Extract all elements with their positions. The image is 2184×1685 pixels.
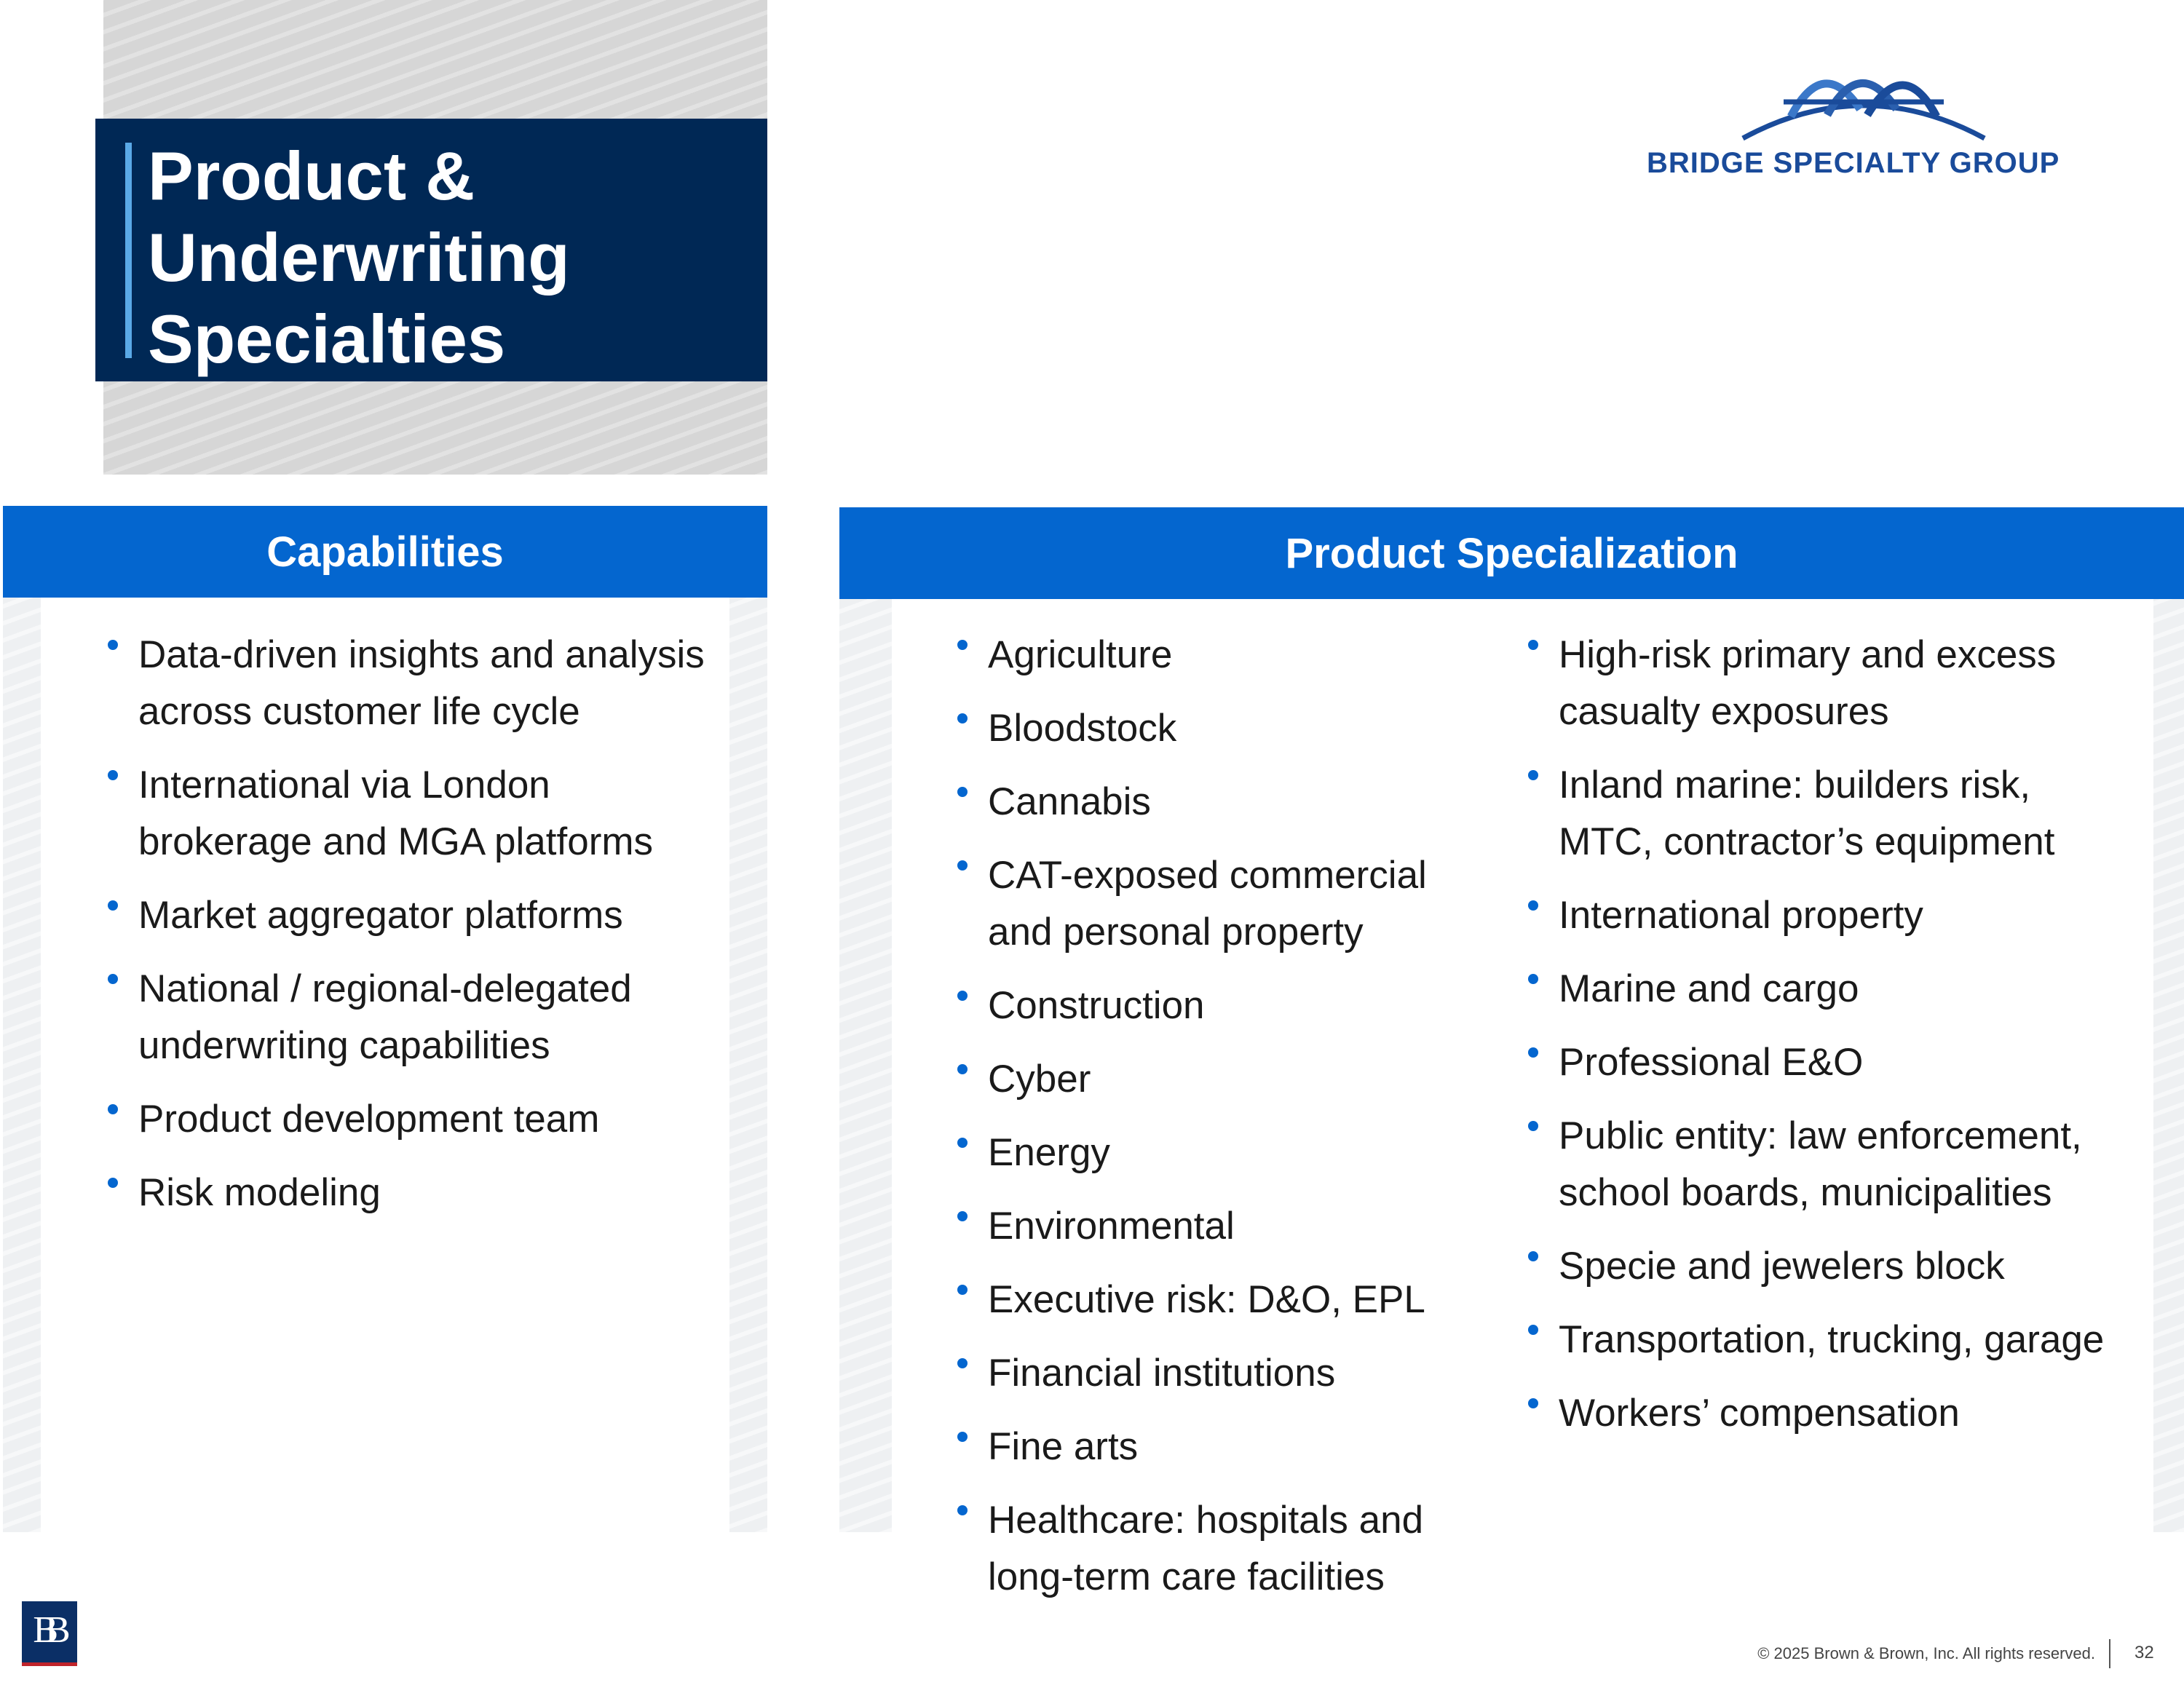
footer-copyright: © 2025 Brown & Brown, Inc. All rights reserved. — [1757, 1644, 2095, 1662]
bullet-icon — [957, 1138, 968, 1148]
list-item: Environmental — [957, 1198, 1481, 1255]
bullet-icon — [957, 1064, 968, 1074]
product-specialization-header: Product Specialization — [839, 507, 2184, 599]
page-number: 32 — [2134, 1643, 2154, 1662]
title-accent-bar — [125, 143, 132, 358]
capabilities-list — [108, 627, 719, 1238]
bullet-icon — [1528, 1251, 1538, 1261]
list-item: Professional E&O — [1528, 1034, 2118, 1091]
bullet-icon — [957, 787, 968, 797]
bullet-icon — [1528, 1325, 1538, 1335]
list-item: National / regional-delegated underwriting capabilities — [108, 961, 719, 1074]
product-side-pattern-left — [839, 599, 892, 1532]
bullet-icon — [1528, 770, 1538, 780]
list-item: Public entity: law enforcement, school boards, municipalities — [1528, 1108, 2118, 1221]
list-item: Data-driven insights and analysis across customer life cycle — [108, 627, 719, 740]
list-item: Bloodstock — [957, 700, 1481, 757]
list-item: Transportation, trucking, garage — [1528, 1312, 2118, 1368]
list-item: International property — [1528, 887, 2118, 944]
bullet-icon — [957, 1358, 968, 1368]
list-item: Workers’ compensation — [1528, 1385, 2118, 1442]
bridge-arch-icon — [1740, 58, 1987, 146]
bullet-icon — [957, 713, 968, 723]
capabilities-header: Capabilities — [3, 506, 767, 598]
bullet-icon — [1528, 1121, 1538, 1131]
bullet-icon — [1528, 974, 1538, 984]
list-item: Product development team — [108, 1091, 719, 1148]
product-list-column-1 — [957, 627, 1481, 1622]
footer-divider — [2109, 1639, 2110, 1668]
capabilities-side-pattern-left — [3, 598, 41, 1532]
list-item: Executive risk: D&O, EPL — [957, 1272, 1481, 1328]
page-title: Product & Underwriting Specialties — [148, 138, 570, 377]
bullet-icon — [957, 860, 968, 871]
bullet-icon — [1528, 1047, 1538, 1058]
bullet-icon — [108, 640, 118, 650]
list-item: CAT-exposed commercial and personal property — [957, 847, 1481, 961]
list-item: Energy — [957, 1125, 1481, 1181]
list-item: Fine arts — [957, 1419, 1481, 1475]
list-item: Construction — [957, 978, 1481, 1034]
bullet-icon — [108, 1104, 118, 1114]
list-item: Specie and jewelers block — [1528, 1238, 2118, 1295]
list-item: Cannabis — [957, 774, 1481, 830]
list-item: Healthcare: hospitals and long-term care facilities — [957, 1492, 1481, 1606]
bullet-icon — [108, 974, 118, 984]
list-item: Financial institutions — [957, 1345, 1481, 1402]
product-side-pattern-right — [2153, 599, 2184, 1532]
bullet-icon — [1528, 900, 1538, 911]
list-item: Risk modeling — [108, 1165, 719, 1221]
bullet-icon — [108, 900, 118, 911]
brown-brown-logo — [22, 1601, 77, 1666]
list-item: Cyber — [957, 1051, 1481, 1108]
bullet-icon — [1528, 1398, 1538, 1408]
list-item: Market aggregator platforms — [108, 887, 719, 944]
bridge-specialty-logo — [1631, 58, 2097, 182]
logo-company-name: BRIDGE SPECIALTY GROUP — [1647, 147, 2060, 179]
list-item: High-risk primary and excess casualty exposures — [1528, 627, 2118, 740]
bullet-icon — [1528, 640, 1538, 650]
list-item: Agriculture — [957, 627, 1481, 683]
bullet-icon — [957, 991, 968, 1001]
bullet-icon — [957, 1211, 968, 1221]
product-list-column-2 — [1528, 627, 2118, 1459]
bullet-icon — [957, 1432, 968, 1442]
list-item: Inland marine: builders risk, MTC, contractor’s equipment — [1528, 757, 2118, 871]
bullet-icon — [108, 1178, 118, 1188]
list-item: Marine and cargo — [1528, 961, 2118, 1018]
bullet-icon — [108, 770, 118, 780]
list-item: International via London brokerage and MGA platforms — [108, 757, 719, 871]
capabilities-side-pattern-right — [729, 598, 767, 1532]
bullet-icon — [957, 640, 968, 650]
bb-mark-text: BB — [33, 1609, 58, 1651]
bullet-icon — [957, 1285, 968, 1295]
bullet-icon — [957, 1505, 968, 1515]
